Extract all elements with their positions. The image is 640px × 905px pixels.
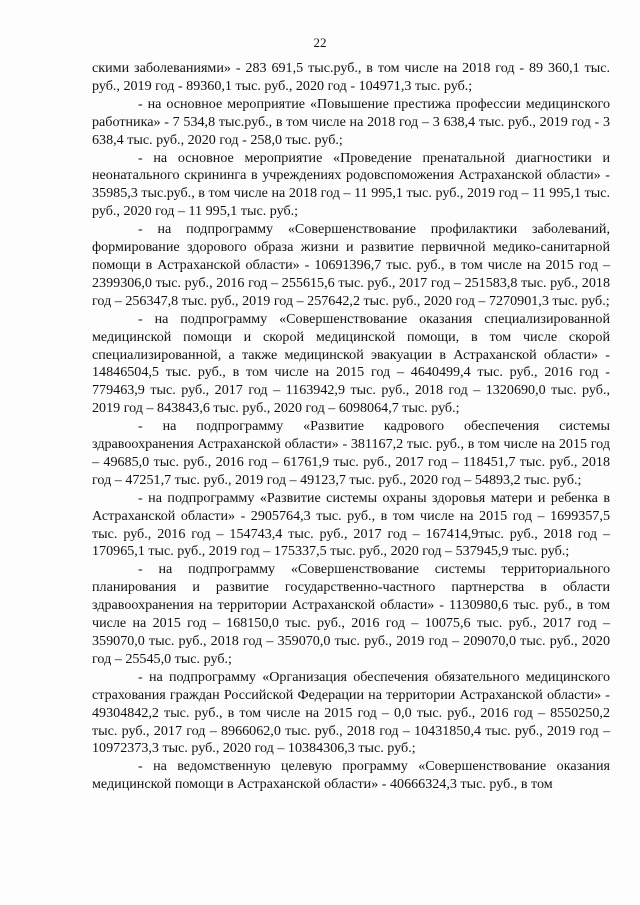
page-number: 22 [313, 35, 327, 50]
paragraph-prenatal: - на основное мероприятие «Проведение пренатальной диагностики и неонатального скрининга в учреждениях родовспоможения Астраханской области» - 35985,3 тыс.руб., в том числе на 2018 год – 11 995,1 тыс. руб., 2019 год – 11 995,1 тыс. руб., 2020 год – 11 995,1 тыс. руб.; [92, 149, 610, 220]
paragraph-maternal-health: - на подпрограмму «Развитие системы охраны здоровья матери и ребенка в Астраханской области» - 2905764,3 тыс. руб., в том числе на 2015 год – 1699357,5 тыс. руб., 2016 год – 154743,4 тыс. руб., 2017 год – 167414,9тыс. руб., 2018 год – 170965,1 тыс. руб., 2019 год – 175337,5 тыс. руб., 2020 год – 537945,9 тыс. руб.; [92, 489, 610, 560]
paragraph-specialized-care: - на подпрограмму «Совершенствование оказания специализированной медицинской помощи и скорой медицинской помощи, в том числе скорой специализированной, а также медицинской эвакуации в Астраханской области» - 14846504,5 тыс. руб., в том числе на 2015 год – 4640499,4 тыс. руб., 2016 год - 779463,9 тыс. руб., 2017 год – 1163942,9 тыс. руб., 2018 год – 1320690,0 тыс. руб., 2019 год – 843843,6 тыс. руб., 2020 год – 6098064,7 тыс. руб.; [92, 310, 610, 417]
paragraph-prevention: - на подпрограмму «Совершенствование профилактики заболеваний, формирование здорового образа жизни и развитие первичной медико-санитарной помощи в Астраханской области» - 10691396,7 тыс. руб., в том числе на 2015 год – 2399306,0 тыс. руб., 2016 год – 255615,6 тыс. руб., 2017 год – 251583,8 тыс. руб., 2018 год – 256347,8 тыс. руб., 2019 год – 257642,2 тыс. руб., 2020 год – 7270901,3 тыс. руб.; [92, 221, 610, 309]
paragraph-staffing: - на подпрограмму «Развитие кадрового обеспечения системы здравоохранения Астраханской области» - 381167,2 тыс. руб., в том числе на 2015 год – 49685,0 тыс. руб., 2016 год – 61761,9 тыс. руб., 2017 год – 118451,7 тыс. руб., 2018 год – 47251,7 тыс. руб., 2019 год – 49123,7 тыс. руб., 2020 год – 54893,2 тыс. руб.; [92, 418, 610, 488]
paragraph-territorial-planning: - на подпрограмму «Совершенствование системы территориального планирования и развитие государственно-частного партнерства в области здравоохранения на территории Астраханской области» - 1130980,6 тыс. руб., в том числе на 2015 год – 168150,0 тыс. руб., 2016 год – 10075,6 тыс. руб., 2017 год – 359070,0 тыс. руб., 2018 год – 359070,0 тыс. руб., 2019 год – 209070,0 тыс. руб., 2020 год – 25545,0 тыс. руб.; [92, 561, 610, 667]
document-body [92, 60, 610, 794]
paragraph-prestige: - на основное мероприятие «Повышение престижа профессии медицинского работника» - 7 534,8 тыс.руб., в том числе на 2018 год – 3 638,4 тыс. руб., 2019 год - 3 638,4 тыс. руб., 2020 год - 258,0 тыс. руб.; [92, 95, 610, 148]
paragraph-continuation: скими заболеваниями» - 283 691,5 тыс.руб., в том числе на 2018 год - 89 360,1 тыс. руб., 2019 год - 89360,1 тыс. руб., 2020 год - 104971,3 тыс. руб.; [92, 60, 610, 94]
paragraph-departmental-program: - на ведомственную целевую программу «Совершенствование оказания медицинской помощи в Астраханской области» - 40666324,3 тыс. руб., в том [92, 758, 610, 793]
paragraph-medical-insurance: - на подпрограмму «Организация обеспечения обязательного медицинского страхования граждан Российской Федерации на территории Астраханской области» - 49304842,2 тыс. руб., в том числе на 2015 год – 0,0 тыс. руб., 2016 год – 8550250,2 тыс. руб., 2017 год – 8966062,0 тыс. руб., 2018 год – 10431850,4 тыс. руб., 2019 год – 10972373,3 тыс. руб., 2020 год – 10384306,3 тыс. руб.; [92, 668, 610, 757]
